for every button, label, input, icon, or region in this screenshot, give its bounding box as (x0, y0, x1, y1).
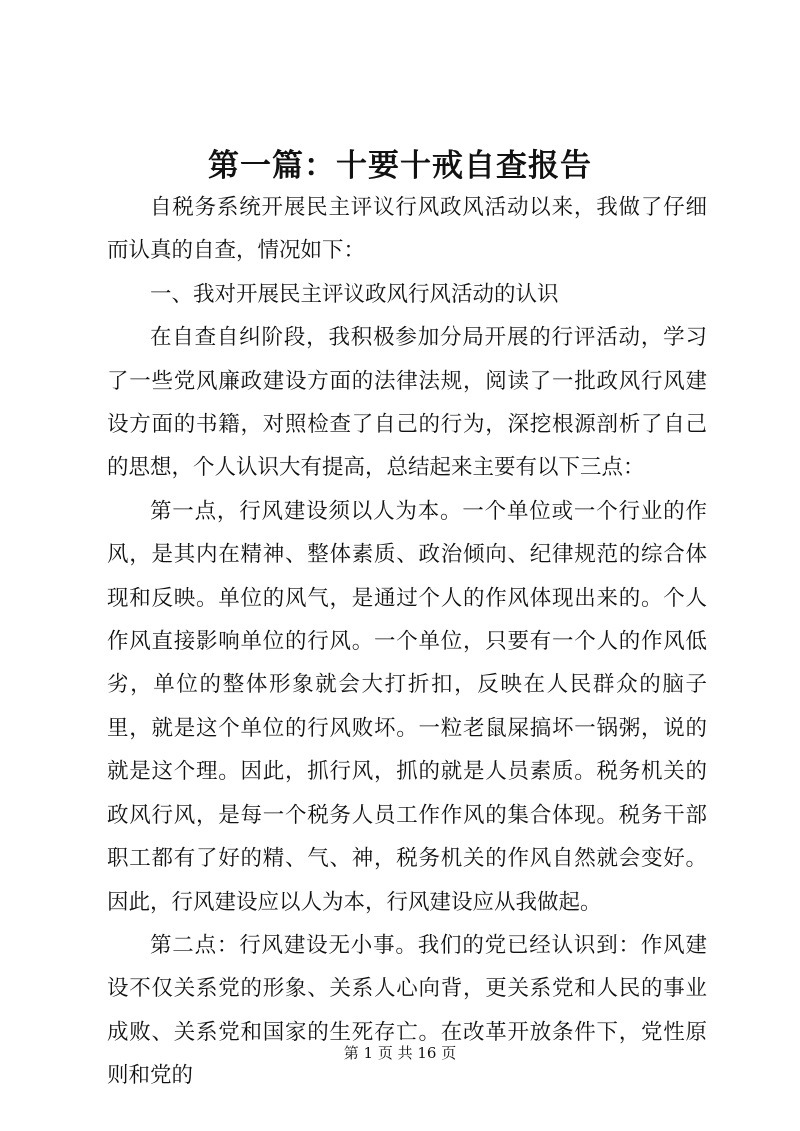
paragraph-point-one: 第一点，行风建设须以人为本。一个单位或一个行业的作风，是其内在精神、整体素质、政治倾向、纪律规范的综合体现和反映。单位的风气，是通过个人的作风体现出来的。个人作风直接影响单位的行风。一个单位，只要有一个人的作风低劣，单位的整体形象就会大打折扣，反映在人民群众的脑子里，就是这个单位的行风败坏。一粒老鼠屎搞坏一锅粥，说的就是这个理。因此，抓行风，抓的就是人员素质。税务机关的政风行风，是每一个税务人员工作作风的集合体现。税务干部职工都有了好的精、气、神，税务机关的作风自然就会变好。因此，行风建设应以人为本，行风建设应从我做起。 (107, 498, 707, 915)
document-title: 第一篇：十要十戒自查报告 (208, 148, 592, 184)
paragraph-point-two: 第二点：行风建设无小事。我们的党已经认识到：作风建设不仅关系党的形象、关系人心向背，更关系党和人民的事业成败、关系党和国家的生死存亡。在改革开放条件下，党性原则和党的 (107, 932, 707, 1089)
page-number-footer: 第 1 页 共 16 页 (343, 1044, 457, 1062)
paragraph-intro: 自税务系统开展民主评议行风政风活动以来，我做了仔细而认真的自查，情况如下： (107, 195, 707, 264)
paragraph-self-check: 在自查自纠阶段，我积极参加分局开展的行评活动，学习了一些党风廉政建设方面的法律法规，阅读了一批政风行风建设方面的书籍，对照检查了自己的行为，深挖根源剖析了自己的思想，个人认识大有提高，总结起来主要有以下三点： (107, 325, 707, 481)
section-heading: 一、我对开展民主评议政风行风活动的认识 (150, 281, 559, 307)
document-body (107, 186, 707, 1098)
